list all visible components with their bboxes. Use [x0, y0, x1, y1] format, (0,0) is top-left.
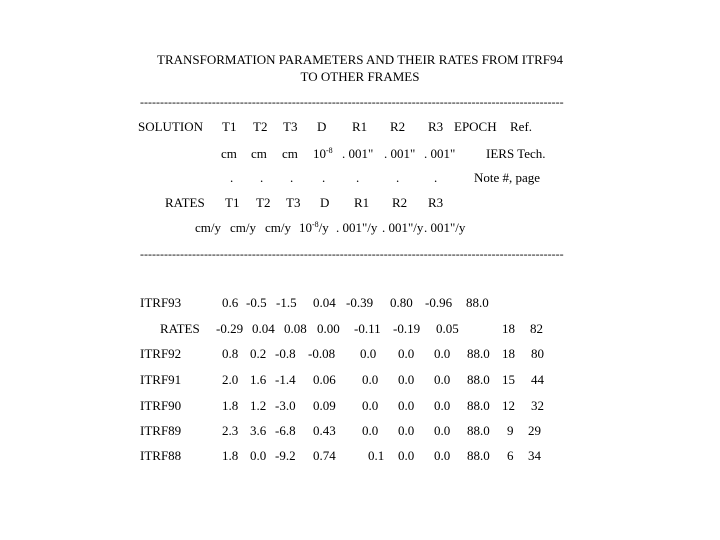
row-itrf93-epoch: 88.0	[466, 295, 489, 310]
rates-r3: R3	[428, 195, 444, 210]
rates-r1: R1	[354, 195, 370, 210]
row-itrf88-r2: 0.0	[398, 448, 415, 463]
row-itrf88-t3: -9.2	[275, 448, 296, 463]
row-itrf93-t3: -1.5	[276, 295, 297, 310]
header-r3: R3	[428, 119, 444, 134]
unit-t2: cm	[251, 146, 267, 161]
row-itrf91-d: 0.06	[313, 372, 336, 387]
row-itrf93-t2: -0.5	[246, 295, 267, 310]
row-itrf88-t2: 0.0	[250, 448, 267, 463]
header-t1: T1	[222, 119, 237, 134]
row-itrf92-t3: -0.8	[275, 346, 296, 361]
row-rates-r1: -0.11	[354, 321, 381, 336]
row-itrf90-name: ITRF90	[140, 398, 182, 413]
row-itrf91-ref1: 15	[502, 372, 515, 387]
row-itrf91-epoch: 88.0	[467, 372, 490, 387]
row-itrf92-t2: 0.2	[250, 346, 267, 361]
unit-t3: cm	[282, 146, 298, 161]
row-itrf90-t3: -3.0	[275, 398, 296, 413]
row-rates-ref2: 82	[530, 321, 543, 336]
divider-top: ----------------------------------------------------------------------------------------------------------	[140, 96, 564, 108]
row-rates-t1: -0.29	[216, 321, 244, 336]
row-itrf92-name: ITRF92	[140, 346, 182, 361]
unit-r2: . 001"	[384, 146, 416, 161]
rates-t1: T1	[225, 195, 240, 210]
row-rates-r3: 0.05	[436, 321, 459, 336]
row-itrf92-epoch: 88.0	[467, 346, 490, 361]
row-itrf92-t1: 0.8	[222, 346, 239, 361]
row-itrf91-name: ITRF91	[140, 372, 182, 387]
row-itrf88-r1: 0.1	[368, 448, 385, 463]
rate-unit-d: $10^{-8}/y$	[299, 220, 329, 235]
unit-d: $10^{-8}$	[313, 146, 333, 161]
unit-t1: cm	[221, 146, 237, 161]
row-itrf92-ref2: 80	[531, 346, 544, 361]
row-itrf93-name: ITRF93	[140, 295, 182, 310]
dot-t1: .	[230, 170, 234, 185]
row-itrf89-d: 0.43	[313, 423, 336, 438]
rate-unit-r1: . 001"/y	[336, 220, 378, 235]
dot-r3: .	[434, 170, 438, 185]
row-itrf90-epoch: 88.0	[467, 398, 490, 413]
header-rates: RATES	[165, 195, 205, 210]
title-line-2: TO OTHER FRAMES	[300, 69, 420, 84]
row-itrf90-r2: 0.0	[398, 398, 415, 413]
dot-t2: .	[260, 170, 264, 185]
row-itrf93-r1: -0.39	[346, 295, 374, 310]
row-itrf88-epoch: 88.0	[467, 448, 490, 463]
row-itrf88-t1: 1.8	[222, 448, 239, 463]
dot-r1: .	[356, 170, 360, 185]
row-itrf90-t1: 1.8	[222, 398, 239, 413]
row-itrf91-r2: 0.0	[398, 372, 415, 387]
header-r1: R1	[352, 119, 368, 134]
ref-line-3: Note #, page	[474, 170, 541, 185]
row-itrf92-r1: 0.0	[360, 346, 377, 361]
row-itrf89-t2: 3.6	[250, 423, 267, 438]
row-itrf89-ref1: 9	[507, 423, 514, 438]
dot-t3: .	[290, 170, 294, 185]
ref-line-2: IERS Tech.	[486, 146, 546, 161]
unit-r1: . 001"	[342, 146, 374, 161]
rates-d: D	[320, 195, 330, 210]
row-itrf89-r1: 0.0	[362, 423, 379, 438]
header-r2: R2	[390, 119, 406, 134]
header-solution: SOLUTION	[138, 119, 203, 134]
rate-unit-t2: cm/y	[230, 220, 256, 235]
row-itrf92-r3: 0.0	[434, 346, 451, 361]
rates-t2: T2	[256, 195, 271, 210]
row-itrf91-ref2: 44	[531, 372, 544, 387]
row-itrf90-ref1: 12	[502, 398, 515, 413]
header-epoch: EPOCH	[454, 119, 497, 134]
row-itrf88-ref1: 6	[507, 448, 514, 463]
divider-bottom: ----------------------------------------------------------------------------------------------------------	[140, 248, 564, 260]
rate-unit-t3: cm/y	[265, 220, 291, 235]
row-itrf93-r3: -0.96	[425, 295, 453, 310]
dot-d: .	[322, 170, 326, 185]
row-itrf93-d: 0.04	[313, 295, 336, 310]
rates-r2: R2	[392, 195, 408, 210]
row-itrf91-r3: 0.0	[434, 372, 451, 387]
row-itrf93-t1: 0.6	[222, 295, 239, 310]
row-itrf90-r1: 0.0	[362, 398, 379, 413]
row-itrf90-t2: 1.2	[250, 398, 267, 413]
row-rates-t3: 0.08	[284, 321, 307, 336]
header-ref: Ref.	[510, 119, 533, 134]
header-t2: T2	[253, 119, 268, 134]
row-itrf91-t3: -1.4	[275, 372, 296, 387]
row-itrf88-d: 0.74	[313, 448, 336, 463]
row-itrf89-epoch: 88.0	[467, 423, 490, 438]
row-itrf89-t1: 2.3	[222, 423, 239, 438]
row-itrf89-t3: -6.8	[275, 423, 296, 438]
rate-unit-r3: . 001"/y	[424, 220, 466, 235]
unit-r3: . 001"	[424, 146, 456, 161]
row-itrf93-r2: 0.80	[390, 295, 413, 310]
row-itrf89-r3: 0.0	[434, 423, 451, 438]
row-itrf89-ref2: 29	[528, 423, 541, 438]
row-itrf89-name: ITRF89	[140, 423, 182, 438]
row-itrf92-d: -0.08	[308, 346, 336, 361]
row-itrf88-name: ITRF88	[140, 448, 182, 463]
row-itrf89-r2: 0.0	[398, 423, 415, 438]
dot-r2: .	[396, 170, 400, 185]
header-d: D	[317, 119, 327, 134]
rates-t3: T3	[286, 195, 301, 210]
row-rates-d: 0.00	[317, 321, 340, 336]
row-rates-t2: 0.04	[252, 321, 275, 336]
row-itrf91-t2: 1.6	[250, 372, 267, 387]
row-itrf92-r2: 0.0	[398, 346, 415, 361]
row-rates-ref1: 18	[502, 321, 515, 336]
row-itrf91-t1: 2.0	[222, 372, 239, 387]
row-itrf92-ref1: 18	[502, 346, 515, 361]
row-itrf88-ref2: 34	[528, 448, 541, 463]
title-line-1: TRANSFORMATION PARAMETERS AND THEIR RATES FROM ITRF94	[157, 52, 563, 67]
header-t3: T3	[283, 119, 298, 134]
row-itrf90-ref2: 32	[531, 398, 544, 413]
row-rates-r2: -0.19	[393, 321, 421, 336]
rate-unit-r2: . 001"/y	[382, 220, 424, 235]
row-rates-name: RATES	[160, 321, 200, 336]
rate-unit-t1: cm/y	[195, 220, 221, 235]
row-itrf90-r3: 0.0	[434, 398, 451, 413]
row-itrf91-r1: 0.0	[362, 372, 379, 387]
row-itrf88-r3: 0.0	[434, 448, 451, 463]
row-itrf90-d: 0.09	[313, 398, 336, 413]
